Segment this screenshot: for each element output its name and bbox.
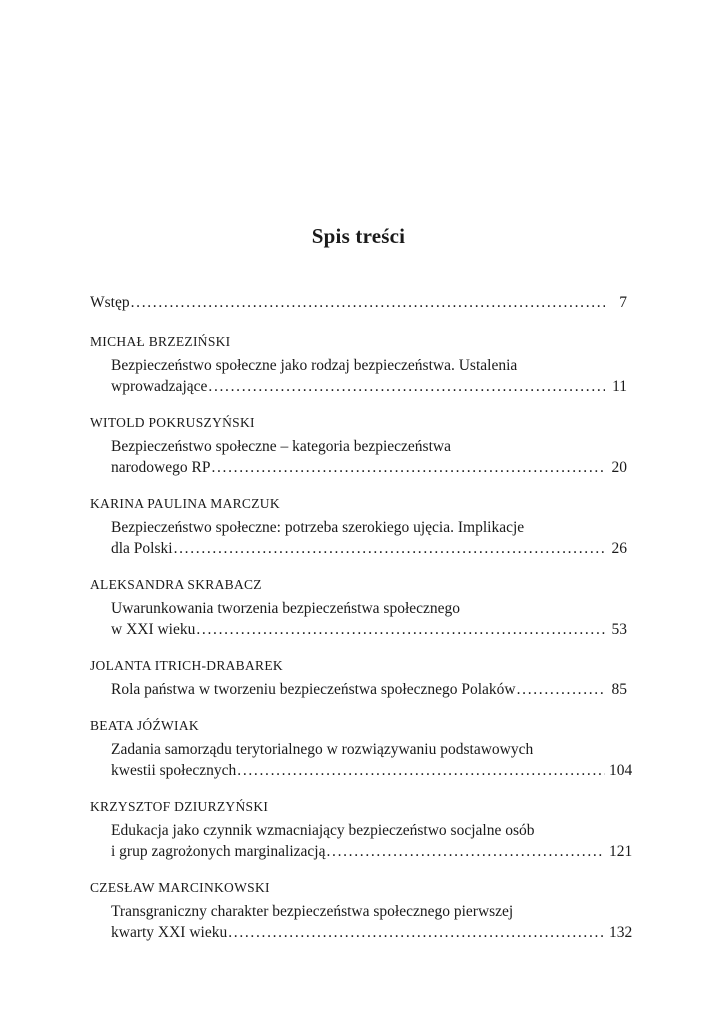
toc-entry-title-line: kwarty XXI wieku — [111, 924, 228, 941]
toc-entry-title-line: i grup zagrożonych marginalizacją — [111, 843, 326, 860]
toc-entry-page-number: 104 — [609, 762, 633, 779]
toc-entry-last-line — [111, 760, 633, 781]
dot-leader — [131, 292, 605, 313]
toc-entry[interactable] — [90, 495, 627, 559]
toc-entry-last-line — [111, 679, 627, 700]
toc-entry-title-line: Transgraniczny charakter bezpieczeństwa społecznego pierwszej — [111, 903, 514, 920]
toc-entry[interactable] — [90, 414, 627, 478]
toc-entry[interactable] — [90, 717, 633, 781]
dot-leader — [517, 679, 605, 700]
toc-entry-author: MICHAŁ BRZEZIŃSKI — [90, 334, 231, 349]
toc-entry-page-number: 85 — [611, 681, 627, 698]
dot-leader — [174, 538, 605, 559]
toc-entry-title-line: dla Polski — [111, 540, 173, 557]
toc-entry-title — [90, 739, 633, 781]
toc-entry-author: CZESŁAW MARCINKOWSKI — [90, 880, 270, 895]
toc-entry[interactable] — [90, 879, 633, 943]
toc-intro-line[interactable] — [90, 292, 627, 313]
toc-entry-title-line: wprowadzające — [111, 378, 208, 395]
toc-entry-page-number: 132 — [609, 924, 633, 941]
toc-entry-title — [90, 820, 633, 862]
dot-leader — [196, 619, 605, 640]
toc-entry-title — [90, 679, 627, 700]
toc-entry-title-line: kwestii społecznych — [111, 762, 237, 779]
dot-leader — [211, 457, 605, 478]
toc-entry-title-line: narodowego RP — [111, 459, 211, 476]
page-title: Spis treści — [311, 224, 406, 248]
toc-entry[interactable] — [90, 576, 627, 640]
toc-entry-title — [90, 355, 627, 397]
toc-entry-title — [90, 901, 633, 943]
toc-entry-title-line: Zadania samorządu terytorialnego w rozwiązywaniu podstawowych — [111, 741, 534, 758]
toc-entry-author: JOLANTA ITRICH-DRABAREK — [90, 658, 283, 673]
toc-entry-title-line: w XXI wieku — [111, 621, 196, 638]
toc-entry-title-line: Uwarunkowania tworzenia bezpieczeństwa społecznego — [111, 600, 461, 617]
toc-entry-page-number: 53 — [611, 621, 627, 638]
toc-entry-last-line — [111, 538, 627, 559]
toc-entry-title-line: Bezpieczeństwo społeczne – kategoria bezpieczeństwa — [111, 438, 451, 455]
toc-entry-title-line: Bezpieczeństwo społeczne jako rodzaj bezpieczeństwa. Ustalenia — [111, 357, 518, 374]
toc-entry-title-line: Bezpieczeństwo społeczne: potrzeba szerokiego ujęcia. Implikacje — [111, 519, 525, 536]
toc-entry-author: KRZYSZTOF DZIURZYŃSKI — [90, 799, 269, 814]
dot-leader — [208, 376, 605, 397]
toc-entry-last-line — [111, 376, 627, 397]
toc-entry-last-line — [111, 922, 633, 943]
table-of-contents — [90, 292, 633, 960]
toc-intro-page-number: 7 — [619, 294, 627, 311]
toc-entry-last-line — [111, 619, 627, 640]
toc-entry-page-number: 11 — [612, 378, 627, 395]
toc-entry-page-number: 20 — [611, 459, 627, 476]
toc-entry[interactable] — [90, 798, 633, 862]
toc-entry-author: BEATA JÓŹWIAK — [90, 718, 199, 733]
toc-entry-author: WITOLD POKRUSZYŃSKI — [90, 415, 255, 430]
toc-entry[interactable] — [90, 657, 627, 700]
dot-leader — [228, 922, 605, 943]
toc-entry-author: KARINA PAULINA MARCZUK — [90, 496, 280, 511]
dot-leader — [237, 760, 605, 781]
toc-entry-page-number: 121 — [609, 843, 633, 860]
toc-entry-title-line: Edukacja jako czynnik wzmacniający bezpieczeństwo socjalne osób — [111, 822, 535, 839]
toc-entry-last-line — [111, 457, 627, 478]
toc-entry-last-line — [111, 841, 633, 862]
toc-entry-title-line: Rola państwa w tworzeniu bezpieczeństwa społecznego Polaków — [111, 681, 516, 698]
toc-entry-title — [90, 517, 627, 559]
toc-entry-title — [90, 436, 627, 478]
toc-entry[interactable] — [90, 333, 627, 397]
dot-leader — [326, 841, 605, 862]
toc-intro-label: Wstęp — [90, 294, 130, 311]
toc-entry-title — [90, 598, 627, 640]
toc-entry-author: ALEKSANDRA SKRABACZ — [90, 577, 262, 592]
toc-entry-page-number: 26 — [611, 540, 627, 557]
